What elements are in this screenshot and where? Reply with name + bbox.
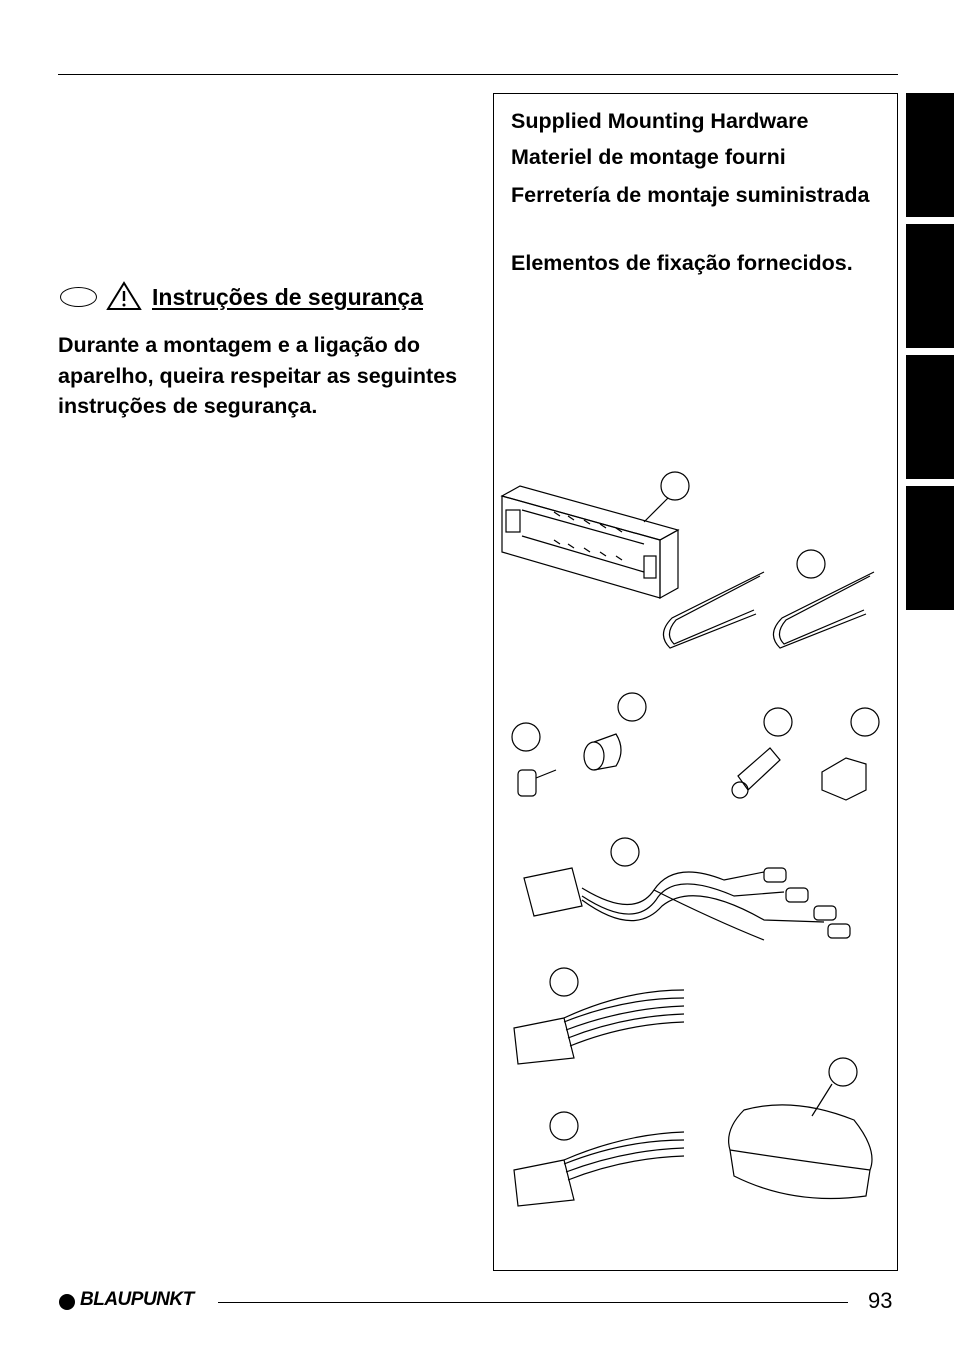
side-tab-1 [906, 93, 954, 217]
hardware-title-pt: Elementos de fixação fornecidos. [511, 251, 853, 275]
brand-name: BLAUPUNKT [80, 1289, 194, 1310]
small-parts-icon [512, 693, 879, 800]
hardware-title-fr: Materiel de montage fourni [511, 145, 786, 169]
page-number: 93 [868, 1288, 893, 1313]
removal-keys-icon [663, 550, 874, 648]
storage-case-icon [729, 1058, 872, 1199]
side-tab-2 [906, 224, 954, 348]
side-tab-3 [906, 355, 954, 479]
iso-connector-1-icon [514, 968, 684, 1064]
iso-connector-2-icon [514, 1112, 684, 1206]
intro-paragraph: Durante a montagem e a ligação do aparelho, queira respeitar as seguintes instruções de segurança. [58, 333, 458, 418]
mounting-frame-icon [502, 472, 689, 598]
side-tab-4 [906, 486, 954, 610]
rca-cable-icon [524, 838, 850, 940]
hardware-title-es: Ferretería de montaje suministrada [511, 183, 870, 207]
hardware-parts-illustration [494, 460, 897, 1260]
language-oval-icon [60, 287, 97, 307]
bottom-rule [218, 1302, 848, 1303]
warning-triangle-icon [106, 281, 142, 311]
top-rule [58, 74, 898, 75]
hardware-title-en: Supplied Mounting Hardware [511, 109, 809, 133]
section-heading: Instruções de segurança [152, 284, 423, 310]
